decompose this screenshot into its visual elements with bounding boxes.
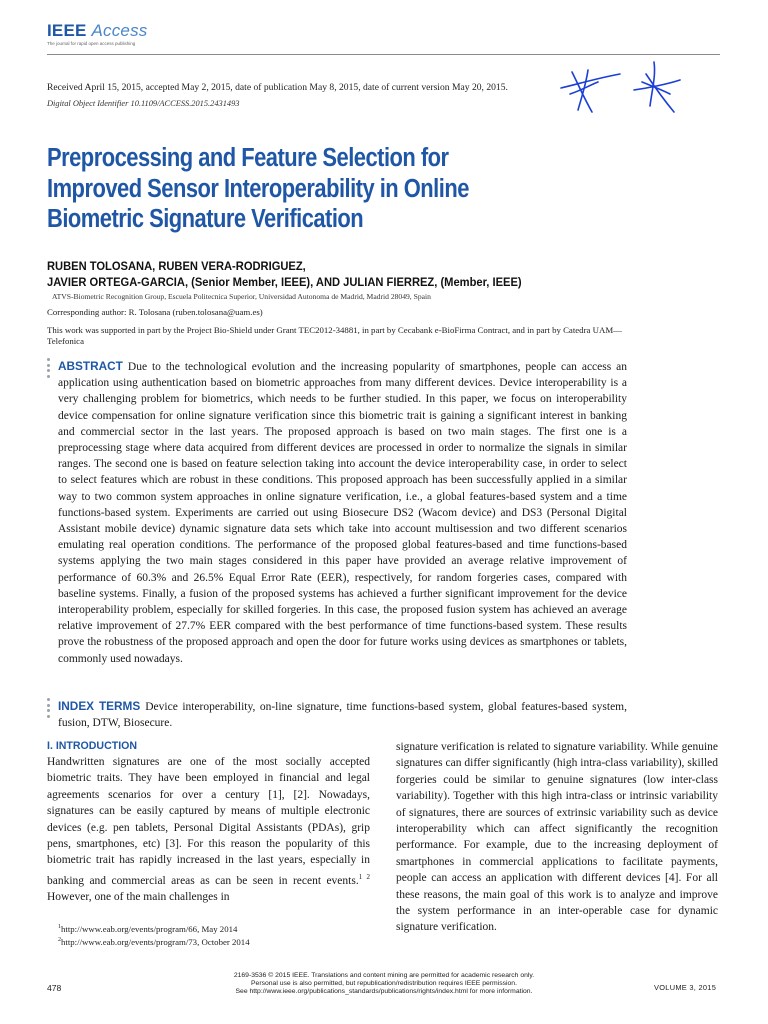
abstract-label: ABSTRACT [58, 359, 123, 373]
corresponding-author: Corresponding author: R. Tolosana (ruben.tolosana@uam.es) [47, 307, 263, 317]
journal-logo-bold: IEEE [47, 21, 87, 40]
author-list [47, 259, 522, 290]
intro-column-left [47, 754, 370, 905]
paper-title [47, 143, 529, 235]
funding-note: This work was supported in part by the Project Bio-Shield under Grant TEC2012-34881, in part by Cecabank e-BioFirma Contract, and in part by Catedra UAM—Telefonica [47, 325, 622, 347]
page-number: 478 [47, 983, 62, 993]
publication-dates: Received April 15, 2015, accepted May 2, 2015, date of publication May 8, 2015, date of current version May 20, 2015. [47, 82, 508, 93]
footnote-mark: 2 [58, 937, 61, 944]
author-line: RUBEN TOLOSANA, RUBEN VERA-RODRIGUEZ, [47, 259, 306, 273]
handwritten-signature [558, 60, 708, 120]
author-line: JAVIER ORTEGA-GARCIA, (Senior Member, IEEE), AND JULIAN FIERREZ, (Member, IEEE) [47, 274, 522, 289]
footer-line[interactable]: See http://www.ieee.org/publications_standards/publications/rights/index.html for more information. [235, 988, 533, 996]
footnote-marks: 1 2 [358, 872, 370, 881]
intro-text-left-tail: However, one of the main challenges in [47, 891, 230, 904]
intro-column-right: signature verification is related to signature variability. While genuine signatures can differ significantly (high intra-class variability), skilled forgeries could be similar to genuine signatures (low inter-class variability). Together with this high intra-class or intrinsic variability of signatures, there are sources of extrinsic variability such as device interoperability which can affect significantly the recognition performance. For example, due to the increasing deployment of smartphones in commercial applications to facilitate payments, people can access an application with different devices [4]. For all these reasons, the main goal of this work is to analyze and improve the system performance in an inter-operable case for dynamic signature verification. [396, 741, 718, 934]
volume-label: VOLUME 3, 2015 [654, 983, 717, 992]
abstract-text: Due to the technological evolution and the increasing popularity of smartphones, people can access an application using authentication based on biometric approaches from many different devices. Device interoperability is a very challenging problem for biometrics, which needs to be further studied. In this paper, we focus on interoperability device compensation for online signature verification since this biometric trait is gaining a significant interest in banking and commercial sector in the last years. The proposed approach is based on two main stages. The first one is a preprocessing stage where data acquired from different devices are processed in order to normalize the signals in similar ranges. The second one is based on feature selection taking into account the device interoperability case, in order to select to select features which are robust in these conditions. This proposed approach has been successfully applied in a similar way to two common system approaches in online signature verification, i.e., a global features-based system and a time functions-based system. Experiments are carried out using Biosecure DS2 (Wacom device) and DS3 (Personal Digital Assistant mobile device) dynamic signature data sets which take into account multisession and two different scenarios emulating real operation conditions. The performance of the proposed global features-based and time functions-based systems applying the two main stages considered in this paper have provided an average relative improvement of performance of 60.3% and 26.5% Equal Error Rate (EER), respectively, for random forgeries cases, compared with baseline systems. Finally, a fusion of the proposed systems has achieved a further significant improvement for the device interoperability problem, especially for skilled forgeries. In this case, the proposed fusion system has achieved an average relative improvement of 27.7% EER compared with the best performance of time functions-based system. These results prove the robustness of the proposed approach and open the door for future works using devices as smartphones or tablets, commonly used nowadays. [58, 361, 627, 665]
footer-line: Personal use is also permitted, but republication/redistribution requires IEEE permission. [251, 980, 517, 988]
header-rule [47, 54, 720, 55]
footnote [58, 924, 237, 934]
intro-text-left: Handwritten signatures are one of the most socially accepted biometric traits. They have been employed in financial and legal agreements scenarios for over a century [1], [2]. Nowadays, signatures can be easily captured by means of multiple electronic devices (e.g. pen tablets, Personal Digital Assistants (PDAs), grip pens, smartphones, etc) [3]. For this reason the popularity of this biometric trait has rapidly increased in the last years, especially in banking and commercial areas as can be seen in recent events. [47, 756, 370, 887]
copyright-footer [0, 972, 768, 997]
footnote-link[interactable]: http://www.eab.org/events/program/73, October 2014 [61, 937, 250, 947]
journal-tagline: The journal for rapid open access publishing [47, 41, 136, 46]
journal-logo-light: Access [91, 21, 148, 40]
affiliation: ATVS-Biometric Recognition Group, Escuela Politecnica Superior, Universidad Autonoma de Madrid, Madrid 28049, Spain [52, 292, 431, 301]
footnote-mark: 1 [58, 924, 61, 931]
footnote [58, 937, 250, 947]
index-terms-label: INDEX TERMS [58, 699, 141, 713]
doi: Digital Object Identifier 10.1109/ACCESS.2015.2431493 [47, 99, 240, 108]
title-line: Preprocessing and Feature Selection for [47, 144, 449, 172]
title-line: Improved Sensor Interoperability in Online [47, 174, 469, 203]
journal-logo [47, 21, 147, 41]
index-terms-text: Device interoperability, on-line signature, time functions-based system, global features-based system, fusion, DTW, Biosecure. [58, 701, 627, 730]
footnote-link[interactable]: http://www.eab.org/events/program/66, May 2014 [61, 924, 238, 934]
footer-line: 2169-3536 © 2015 IEEE. Translations and content mining are permitted for academic research only. [233, 972, 535, 979]
index-dots-icon [47, 698, 51, 720]
index-terms [58, 698, 627, 731]
abstract-dots-icon [47, 358, 51, 380]
section-heading: I. INTRODUCTION [47, 740, 138, 752]
title-line: Biometric Signature Verification [47, 205, 364, 233]
abstract [58, 358, 627, 667]
